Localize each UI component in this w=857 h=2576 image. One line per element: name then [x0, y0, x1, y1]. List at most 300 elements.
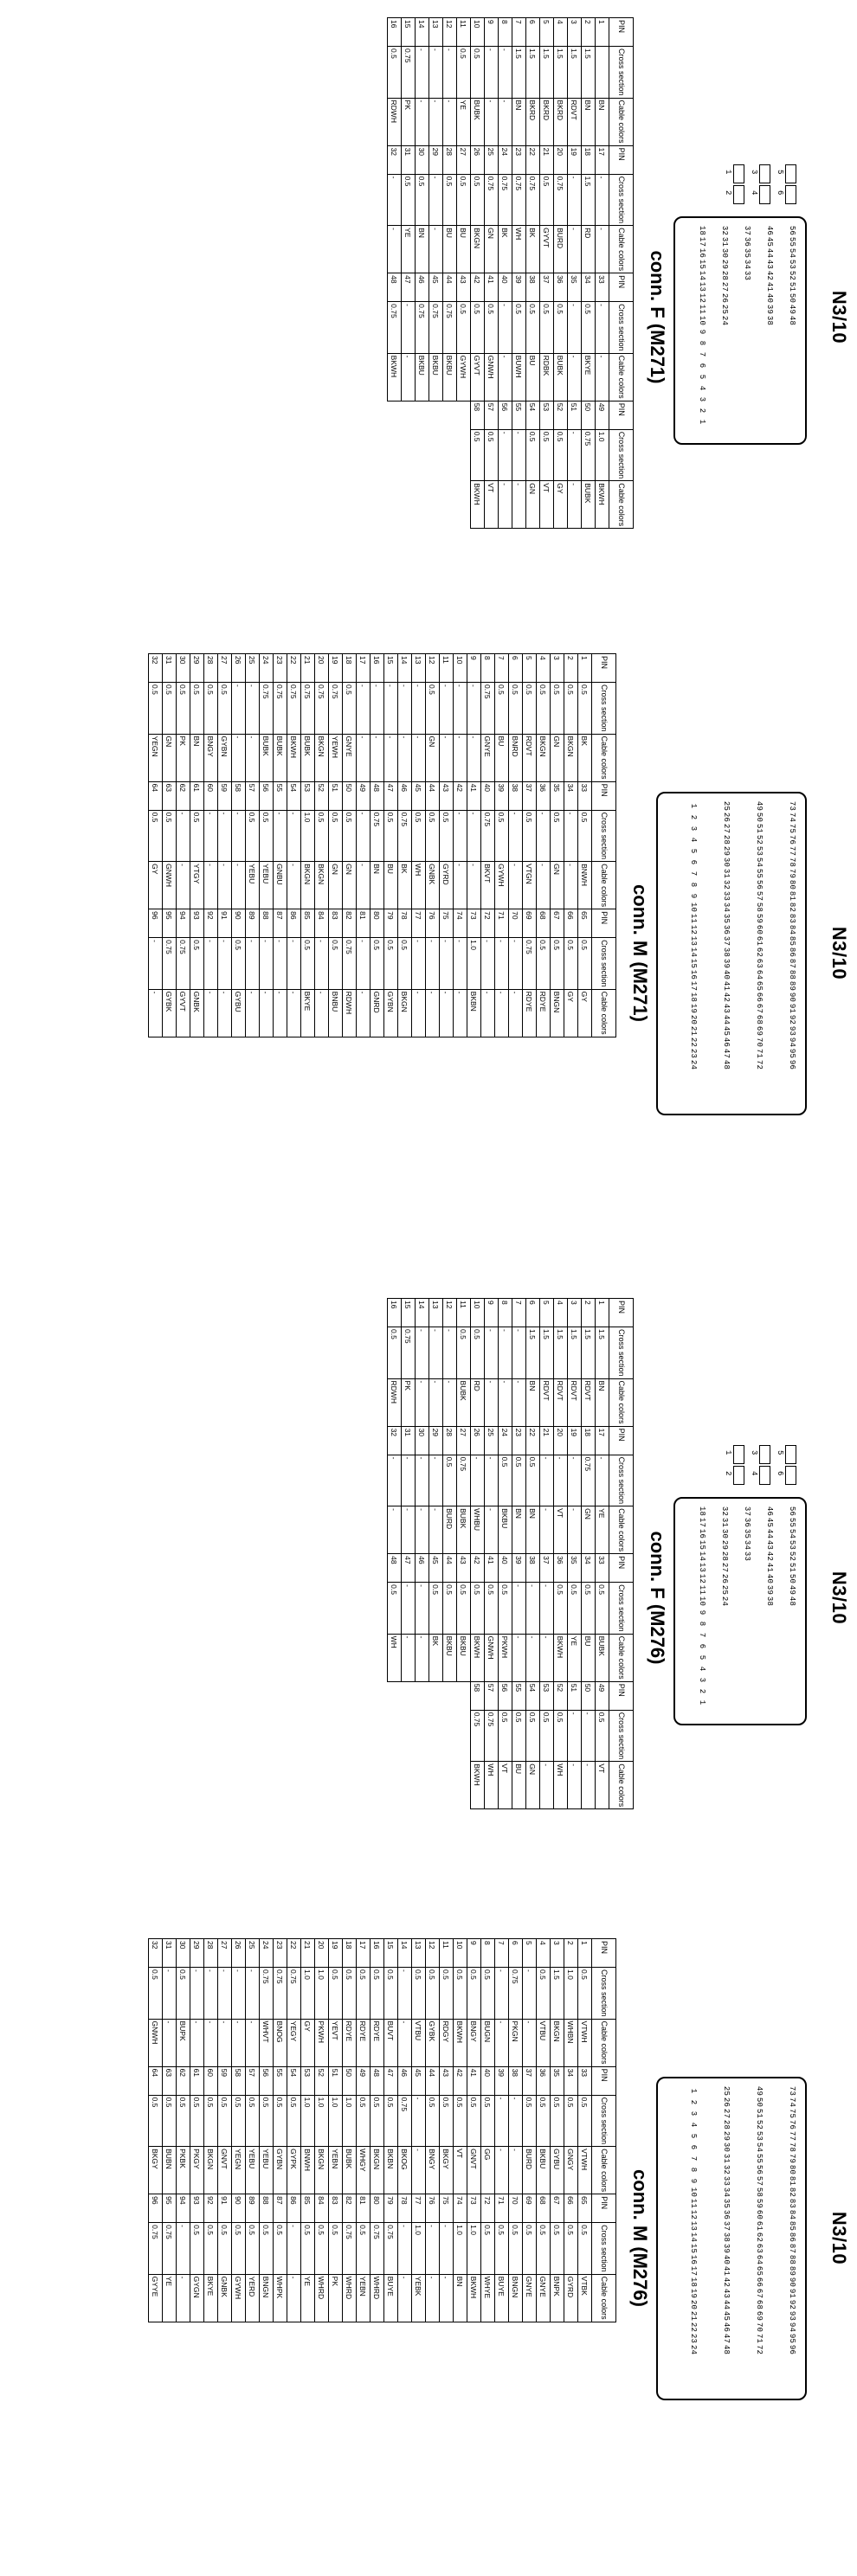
empty-cell [416, 401, 429, 429]
table-row [301, 654, 315, 1037]
pin-number-cell: 63 [163, 781, 177, 810]
pin-number-cell: 16 [371, 1939, 384, 1968]
cross-section-cell: 0.5 [190, 938, 204, 990]
table-row [232, 1939, 246, 2322]
table-row [568, 18, 582, 529]
connector-pin-row [765, 225, 774, 436]
cable-color-cell: RDYE [371, 2019, 384, 2066]
cable-color-cell: BN [454, 2274, 467, 2322]
cable-color-cell: BU [457, 226, 471, 273]
cross-section-cell: 0.5 [554, 1710, 568, 1762]
empty-cell [429, 1710, 443, 1762]
cross-section-cell: - [384, 683, 398, 735]
cable-color-cell: - [388, 226, 402, 273]
cross-section-cell: - [371, 683, 384, 735]
cross-section-cell: - [568, 1455, 582, 1506]
table-row [260, 654, 274, 1037]
cable-color-cell: YEBK [412, 2274, 426, 2322]
pin-table-header-cell: Cross section [609, 1583, 634, 1635]
cable-color-cell: BU [512, 1762, 526, 1809]
cable-color-cell: BN [416, 226, 429, 273]
connector-pin-number: 93 [788, 2310, 796, 2322]
cross-section-cell: - [440, 938, 454, 990]
table-row [287, 1939, 301, 2322]
connector-pin-number: 46 [765, 1506, 774, 1517]
connector-pin-number: 55 [788, 236, 796, 247]
cross-section-cell: 0.75 [582, 429, 596, 481]
cable-color-cell: BU [384, 862, 398, 909]
small-connector-pin-number: 4 [750, 190, 758, 196]
cable-color-cell: WHRD [315, 2274, 329, 2322]
empty-cell [416, 1762, 429, 1809]
table-row [481, 1939, 495, 2322]
cable-color-cell: BKRD [540, 98, 554, 145]
cross-section-cell: 0.5 [260, 810, 274, 862]
cable-color-cell: GYGN [190, 2274, 204, 2322]
cross-section-cell: 0.75 [443, 302, 457, 354]
pin-number-cell: 11 [440, 1939, 454, 1968]
pin-number-cell: 87 [274, 909, 287, 938]
connector-pin-number: 3 [689, 2110, 698, 2117]
pin-table-header-cell: Cross section [592, 2095, 616, 2147]
pin-number-cell: 53 [301, 781, 315, 810]
connector-pin-number: 51 [788, 1562, 796, 1573]
cable-color-cell: BN [512, 98, 526, 145]
pin-number-cell: 95 [163, 909, 177, 938]
cable-color-cell: BKGN [398, 989, 412, 1037]
cable-color-cell: - [540, 1762, 554, 1809]
cross-section-cell: - [485, 1327, 499, 1379]
connector-pin-number: 38 [722, 2232, 731, 2243]
pin-number-cell: 23 [274, 654, 287, 683]
pin-number-cell: 19 [329, 654, 343, 683]
pin-table-header-cell: PIN [592, 654, 616, 683]
pin-number-cell: 3 [551, 1939, 564, 1968]
cable-color-cell: GNWH [149, 2019, 163, 2066]
pin-table-header-cell: Cable colors [609, 1506, 634, 1554]
pin-table-header-cell: Cable colors [609, 1378, 634, 1426]
pin-table-header-cell: Cable colors [609, 481, 634, 529]
connector-pin-number: 34 [722, 2187, 731, 2198]
cross-section-cell: 1.0 [343, 2095, 357, 2147]
cross-section-cell: 0.75 [343, 2223, 357, 2275]
small-connector-pin-number: 6 [776, 1471, 784, 1476]
connector-pin-number: 21 [689, 2310, 698, 2322]
connector-pin-number: 87 [788, 2243, 796, 2254]
pin-number-cell: 22 [526, 1426, 540, 1455]
small-connector-pin-number: 2 [724, 190, 732, 196]
cable-color-cell: BNBU [329, 989, 343, 1037]
cable-color-cell: - [163, 2019, 177, 2066]
pin-number-cell: 58 [232, 2066, 246, 2095]
connector-pin-number: 23 [689, 1048, 698, 1059]
cable-color-cell: - [412, 734, 426, 781]
cable-color-cell: GNYE [343, 734, 357, 781]
cable-color-cell: BN [526, 1506, 540, 1554]
cross-section-cell: - [402, 1583, 416, 1635]
connector-pin-number: 16 [698, 247, 706, 259]
pin-number-cell: 25 [485, 145, 499, 174]
cable-color-cell: BKBU [416, 353, 429, 401]
cross-section-cell: 0.5 [190, 2223, 204, 2275]
pin-number-cell: 2 [582, 1299, 596, 1327]
connector-pin-number: 4 [698, 1666, 706, 1672]
connector-pin-number: 8 [698, 340, 706, 346]
connector-pin-number: 29 [720, 259, 729, 270]
cable-color-cell: GYWH [495, 862, 509, 909]
cross-section-cell: 0.5 [260, 2223, 274, 2275]
connector-pin-diagram [673, 1497, 807, 1725]
cross-section-cell: 1.5 [582, 47, 596, 99]
cable-color-cell: GN [526, 1762, 540, 1809]
table-row [398, 654, 412, 1037]
cross-section-cell: 1.0 [301, 810, 315, 862]
pin-number-cell: 18 [343, 654, 357, 683]
cross-section-cell: 0.5 [402, 174, 416, 226]
pin-table-header-cell: PIN [609, 18, 634, 47]
connector-pin-number: 37 [722, 2220, 731, 2232]
cable-color-cell: RDYE [523, 989, 537, 1037]
cable-color-cell: GYBN [274, 2147, 287, 2194]
table-row [526, 18, 540, 529]
cross-section-cell: 0.5 [260, 2095, 274, 2147]
pin-number-cell: 53 [540, 1681, 554, 1710]
pin-table-header-cell: PIN [609, 1554, 634, 1583]
table-row [177, 654, 190, 1037]
cable-color-cell: BK [578, 734, 592, 781]
cross-section-cell: - [568, 429, 582, 481]
connector-pin-number: 36 [743, 236, 751, 247]
connector-pin-number: 89 [788, 2265, 796, 2277]
cable-color-cell: YTGY [190, 862, 204, 909]
connector-pin-number: 54 [755, 2142, 764, 2153]
connector-pin-number: 4 [698, 385, 706, 391]
pin-number-cell: 30 [416, 1426, 429, 1455]
connector-pin-number: 51 [755, 2108, 764, 2119]
pin-number-cell: 80 [371, 909, 384, 938]
connector-pin-row [788, 225, 796, 436]
pin-number-cell: 58 [471, 401, 485, 429]
table-row [301, 1939, 315, 2322]
cross-section-cell: 0.75 [287, 683, 301, 735]
connector-pin-number: 50 [788, 1573, 796, 1584]
cross-section-cell: 0.75 [471, 1710, 485, 1762]
cross-section-cell: - [218, 1968, 232, 2020]
pin-number-cell: 66 [564, 2194, 578, 2223]
cable-color-cell: PK [402, 98, 416, 145]
cross-section-cell: 0.75 [499, 174, 512, 226]
connector-pin-number: 55 [755, 868, 764, 879]
cross-section-cell: 0.5 [537, 938, 551, 990]
table-row [582, 18, 596, 529]
connector-pin-number: 40 [722, 2254, 731, 2265]
cross-section-cell: 1.0 [412, 2223, 426, 2275]
empty-cell [443, 1762, 457, 1809]
pin-number-cell: 65 [578, 2194, 592, 2223]
pin-number-cell: 82 [343, 2194, 357, 2223]
cross-section-cell: 1.5 [526, 1327, 540, 1379]
pin-number-cell: 42 [471, 1554, 485, 1583]
pin-number-cell: 19 [329, 1939, 343, 1968]
small-connector-pin-number: 5 [776, 170, 784, 175]
cable-color-cell: BUBK [471, 98, 485, 145]
cable-color-cell: RD [582, 226, 596, 273]
cable-color-cell: BKWH [471, 481, 485, 529]
connector-pin-number: 62 [755, 2232, 764, 2243]
cross-section-cell: 1.0 [467, 2223, 481, 2275]
connector-pin-number: 24 [720, 315, 729, 326]
pin-number-cell: 33 [578, 781, 592, 810]
empty-cell [457, 1681, 471, 1710]
pin-number-cell: 2 [564, 654, 578, 683]
pin-number-cell: 16 [388, 18, 402, 47]
connector-pin-number: 26 [722, 2097, 731, 2108]
connector-pin-number: 37 [743, 1506, 751, 1517]
pin-number-cell: 12 [426, 654, 440, 683]
cable-color-cell: - [402, 1506, 416, 1554]
connector-pin-number: 81 [788, 2175, 796, 2187]
empty-cell [457, 401, 471, 429]
cross-section-cell: 0.5 [315, 810, 329, 862]
cross-section-cell: 0.5 [443, 1583, 457, 1635]
cable-color-cell: BNPK [551, 2274, 564, 2322]
pin-number-cell: 35 [551, 781, 564, 810]
connector-pin-number: 13 [689, 935, 698, 947]
table-row [388, 18, 402, 529]
pin-number-cell: 6 [509, 1939, 523, 1968]
cable-color-cell: BNOG [274, 2019, 287, 2066]
cable-color-cell: - [429, 1378, 443, 1426]
connector-pin-number: 28 [722, 834, 731, 845]
pin-number-cell: 58 [232, 781, 246, 810]
pin-number-cell: 56 [499, 1681, 512, 1710]
pin-number-cell: 32 [388, 145, 402, 174]
pin-number-cell: 57 [246, 2066, 260, 2095]
cross-section-cell: 0.5 [190, 810, 204, 862]
connector-pin-number: 14 [698, 270, 706, 281]
cable-color-cell: BKWH [471, 1634, 485, 1681]
connector-pin-number: 96 [788, 2344, 796, 2355]
cable-color-cell: YEGN [232, 2147, 246, 2194]
connector-pin-number: 33 [722, 2175, 731, 2187]
connector-pin-number: 25 [720, 1584, 729, 1596]
connector-pin-number: 16 [689, 2254, 698, 2265]
pin-table-header-cell: Cross section [609, 1327, 634, 1379]
pin-number-cell: 42 [454, 781, 467, 810]
table-row [357, 1939, 371, 2322]
cable-color-cell: - [260, 989, 274, 1037]
cable-color-cell: - [246, 2019, 260, 2066]
cable-color-cell: GNGY [564, 2147, 578, 2194]
cross-section-cell: - [274, 810, 287, 862]
cable-color-cell: VTWH [578, 2147, 592, 2194]
cross-section-cell: - [398, 2223, 412, 2275]
connector-pin-number: 94 [788, 1037, 796, 1048]
pin-number-cell: 81 [357, 2194, 371, 2223]
cross-section-cell: - [429, 1455, 443, 1506]
cross-section-cell: 0.75 [429, 302, 443, 354]
cable-color-cell: - [204, 2019, 218, 2066]
cross-section-cell: 0.75 [274, 683, 287, 735]
connector-pin-number: 54 [755, 857, 764, 868]
connector-pin-number: 75 [788, 2108, 796, 2119]
connector-pin-number: 7 [689, 2155, 698, 2162]
connector-pin-number: 61 [755, 935, 764, 947]
connector-pin-number: 71 [755, 1048, 764, 1059]
pin-number-cell: 11 [457, 1299, 471, 1327]
cable-color-cell: RDYE [357, 2019, 371, 2066]
cross-section-cell: 0.5 [398, 938, 412, 990]
table-row [371, 654, 384, 1037]
cross-section-cell: 0.5 [204, 2223, 218, 2275]
connector-pin-number: 27 [720, 1562, 729, 1573]
connector-pin-number: 7 [689, 870, 698, 877]
pin-table-header-cell: PIN [609, 273, 634, 302]
connector-pin-number: 57 [755, 890, 764, 902]
cable-color-cell: GYBN [218, 734, 232, 781]
cross-section-cell: 0.5 [443, 1455, 457, 1506]
cross-section-cell: 0.5 [551, 683, 564, 735]
pin-number-cell: 41 [467, 781, 481, 810]
connector-pin-number: 89 [788, 980, 796, 992]
cable-color-cell: BKGN [371, 2147, 384, 2194]
cable-color-cell: BKBN [384, 2147, 398, 2194]
cable-color-cell: RDVT [568, 98, 582, 145]
pin-number-cell: 50 [582, 401, 596, 429]
empty-cell [443, 1681, 457, 1710]
cross-section-cell: 0.75 [388, 302, 402, 354]
connector-pin-number: 3 [698, 1677, 706, 1683]
cross-section-cell: 0.5 [564, 2095, 578, 2147]
cross-section-cell: 0.75 [149, 2223, 163, 2275]
cross-section-cell: 0.5 [163, 2095, 177, 2147]
cable-color-cell: RDVT [568, 1378, 582, 1426]
connector-pin-number: 30 [720, 1528, 729, 1539]
cable-color-cell: - [454, 862, 467, 909]
cable-color-cell: GNVT [467, 2147, 481, 2194]
cross-section-cell: 1.0 [467, 938, 481, 990]
connector-pin-number: 73 [788, 800, 796, 812]
cross-section-cell: 0.5 [467, 1968, 481, 2020]
connector-pin-number: 4 [689, 2122, 698, 2128]
cross-section-cell: 0.5 [457, 47, 471, 99]
cable-color-cell: - [315, 989, 329, 1037]
connector-pin-number: 39 [765, 1584, 774, 1596]
cable-color-cell: - [177, 862, 190, 909]
cable-color-cell: GN [551, 862, 564, 909]
cable-color-cell: - [540, 1634, 554, 1681]
cable-color-cell: - [287, 989, 301, 1037]
pin-number-cell: 24 [499, 1426, 512, 1455]
pin-table-header-cell: Cable colors [592, 2274, 616, 2322]
table-row [578, 1939, 592, 2322]
pin-number-cell: 18 [582, 145, 596, 174]
connector-pin-number: 53 [788, 259, 796, 270]
pin-number-cell: 77 [412, 909, 426, 938]
pin-number-cell: 76 [426, 909, 440, 938]
connector-pin-number: 68 [755, 2299, 764, 2310]
pin-number-cell: 8 [481, 654, 495, 683]
pin-number-cell: 5 [540, 1299, 554, 1327]
table-row [429, 1299, 443, 1809]
pin-number-cell: 26 [471, 145, 485, 174]
pin-table-header-cell: Cross section [609, 429, 634, 481]
cross-section-cell: 0.5 [232, 2095, 246, 2147]
connector-pin-number: 80 [788, 2164, 796, 2175]
cable-color-cell: GNVT [218, 2147, 232, 2194]
cross-section-cell: 0.5 [301, 2223, 315, 2275]
section-3 [0, 1281, 857, 1915]
section-title: N3/10 [828, 1571, 850, 1625]
connector-pin-number: 22 [689, 2322, 698, 2333]
table-row [416, 18, 429, 529]
cable-color-cell: YEBU [246, 862, 260, 909]
cross-section-cell: - [429, 174, 443, 226]
connector-pin-row [698, 1506, 706, 1717]
cross-section-cell: 1.5 [582, 1327, 596, 1379]
connector-pin-number: 24 [689, 2344, 698, 2355]
cross-section-cell: 0.5 [499, 1583, 512, 1635]
cross-section-cell: 1.5 [512, 47, 526, 99]
cross-section-cell: 1.0 [301, 2095, 315, 2147]
connector-pin-number: 80 [788, 879, 796, 890]
cable-color-cell: WHBN [564, 2019, 578, 2066]
pin-number-cell: 71 [495, 2194, 509, 2223]
cross-section-cell: 0.5 [384, 2095, 398, 2147]
cable-color-cell: - [523, 2019, 537, 2066]
pin-number-cell: 49 [357, 781, 371, 810]
connector-pin-number: 67 [755, 1003, 764, 1014]
cable-color-cell: BKGN [564, 734, 578, 781]
cross-section-cell: 0.5 [457, 174, 471, 226]
cross-section-cell: 0.5 [523, 810, 537, 862]
connector-pin-number: 42 [722, 2277, 731, 2288]
connector-pin-number: 82 [788, 2187, 796, 2198]
cross-section-cell: 0.5 [329, 810, 343, 862]
cable-color-cell: BK [429, 1634, 443, 1681]
connector-pin-diagram [656, 792, 807, 1115]
connector-pin-number: 77 [788, 845, 796, 857]
cross-section-cell: - [526, 1583, 540, 1635]
connector-pin-number: 12 [698, 1573, 706, 1584]
cross-section-cell: 1.5 [554, 47, 568, 99]
table-row [471, 1299, 485, 1809]
cross-section-cell: - [357, 810, 371, 862]
connector-pin-number: 44 [765, 1528, 774, 1539]
connector-pin-number: 13 [698, 1562, 706, 1573]
cross-section-cell: 0.5 [578, 810, 592, 862]
cross-section-cell: 0.5 [578, 1968, 592, 2020]
cross-section-cell: 0.75 [481, 810, 495, 862]
cable-color-cell: BKBU [443, 1634, 457, 1681]
connector-pin-number: 79 [788, 868, 796, 879]
connector-pin-number: 18 [689, 992, 698, 1003]
cable-color-cell: - [287, 862, 301, 909]
cable-color-cell: GYPK [287, 2147, 301, 2194]
connector-pin-number: 34 [722, 902, 731, 913]
pin-number-cell: 75 [440, 909, 454, 938]
pin-number-cell: 25 [246, 1939, 260, 1968]
pin-number-cell: 7 [512, 1299, 526, 1327]
cross-section-cell: 1.0 [315, 1968, 329, 2020]
cross-section-cell: 0.5 [509, 2223, 523, 2275]
pin-number-cell: 43 [440, 2066, 454, 2095]
connector-pin-number: 8 [689, 882, 698, 888]
cable-color-cell: BURD [523, 2147, 537, 2194]
pin-number-cell: 39 [512, 1554, 526, 1583]
cable-color-cell: - [596, 226, 609, 273]
cable-color-cell: GYBK [426, 2019, 440, 2066]
